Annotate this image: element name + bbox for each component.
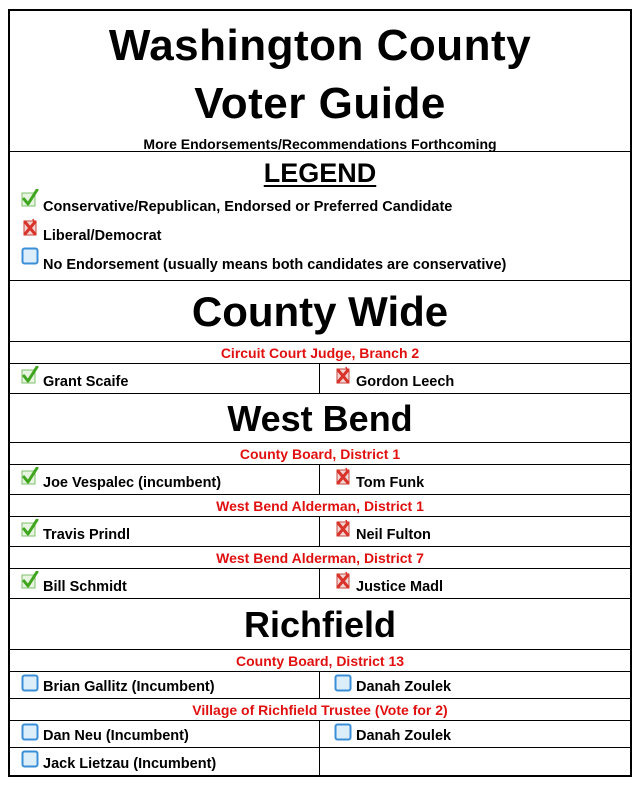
blue-empty-box-icon	[21, 674, 39, 692]
candidate-name: Brian Gallitz (Incumbent)	[43, 679, 215, 695]
title-block	[10, 11, 630, 152]
legend-label: Conservative/Republican, Endorsed or Preferred Candidate	[43, 199, 453, 215]
candidate-cell	[10, 748, 320, 775]
empty-candidate-cell	[320, 748, 630, 775]
blue-empty-box-icon	[21, 247, 39, 265]
legend	[10, 152, 630, 281]
page-subtitle: More Endorsements/Recommendations Forthcoming	[143, 136, 497, 152]
candidate-cell	[320, 672, 630, 698]
race-title: West Bend Alderman, District 1	[10, 495, 630, 517]
race-title: County Board, District 1	[10, 443, 630, 465]
page-title-line-2: Voter Guide	[194, 79, 446, 128]
candidate-cell	[10, 569, 320, 598]
race-title: County Board, District 13	[10, 650, 630, 672]
section-header-county-wide: County Wide	[10, 281, 630, 342]
green-check-icon	[21, 571, 39, 589]
candidate-name: Bill Schmidt	[43, 579, 127, 595]
candidate-name: Neil Fulton	[356, 527, 431, 543]
candidate-name: Gordon Leech	[356, 374, 455, 390]
candidate-row	[10, 569, 630, 599]
red-x-icon	[334, 571, 352, 589]
candidate-cell	[320, 721, 630, 747]
candidate-name: Travis Prindl	[43, 527, 131, 543]
candidate-cell	[320, 569, 630, 598]
candidate-row	[10, 465, 630, 495]
red-x-icon	[334, 519, 352, 537]
green-check-icon	[21, 519, 39, 537]
candidate-row	[10, 672, 630, 699]
section-header-richfield: Richfield	[10, 599, 630, 650]
candidate-cell	[10, 465, 320, 494]
candidate-cell	[320, 364, 630, 393]
blue-empty-box-icon	[21, 750, 39, 768]
green-check-icon	[21, 366, 39, 384]
blue-empty-box-icon	[21, 723, 39, 741]
legend-title: LEGEND	[263, 158, 377, 188]
candidate-cell	[320, 465, 630, 494]
candidate-cell	[10, 364, 320, 393]
race-title: West Bend Alderman, District 7	[10, 547, 630, 569]
candidate-name: Grant Scaife	[43, 374, 129, 390]
candidate-row	[10, 721, 630, 748]
candidate-name: Tom Funk	[356, 475, 425, 491]
legend-item-liberal	[10, 218, 630, 247]
green-check-icon	[21, 189, 39, 207]
candidate-row	[10, 748, 630, 775]
candidate-name: Danah Zoulek	[356, 728, 452, 744]
blue-empty-box-icon	[334, 674, 352, 692]
green-check-icon	[21, 467, 39, 485]
red-x-icon	[21, 218, 39, 236]
legend-item-no-endorsement	[10, 247, 630, 276]
candidate-row	[10, 364, 630, 394]
legend-item-endorsed	[10, 189, 630, 218]
candidate-cell	[10, 721, 320, 747]
voter-guide-table	[8, 9, 632, 777]
candidate-name: Joe Vespalec (incumbent)	[43, 475, 222, 491]
candidate-name: Danah Zoulek	[356, 679, 452, 695]
candidate-cell	[320, 517, 630, 546]
legend-label: No Endorsement (usually means both candidates are conservative)	[43, 257, 507, 273]
candidate-name: Justice Madl	[356, 579, 444, 595]
page-title-line-1: Washington County	[108, 21, 532, 70]
legend-label: Liberal/Democrat	[43, 228, 162, 244]
candidate-cell	[10, 517, 320, 546]
red-x-icon	[334, 467, 352, 485]
red-x-icon	[334, 366, 352, 384]
blue-empty-box-icon	[334, 723, 352, 741]
candidate-row	[10, 517, 630, 547]
candidate-name: Jack Lietzau (Incumbent)	[43, 756, 217, 772]
candidate-cell	[10, 672, 320, 698]
candidate-name: Dan Neu (Incumbent)	[43, 728, 189, 744]
section-header-west-bend: West Bend	[10, 394, 630, 443]
race-title: Circuit Court Judge, Branch 2	[10, 342, 630, 364]
race-title: Village of Richfield Trustee (Vote for 2)	[10, 699, 630, 721]
